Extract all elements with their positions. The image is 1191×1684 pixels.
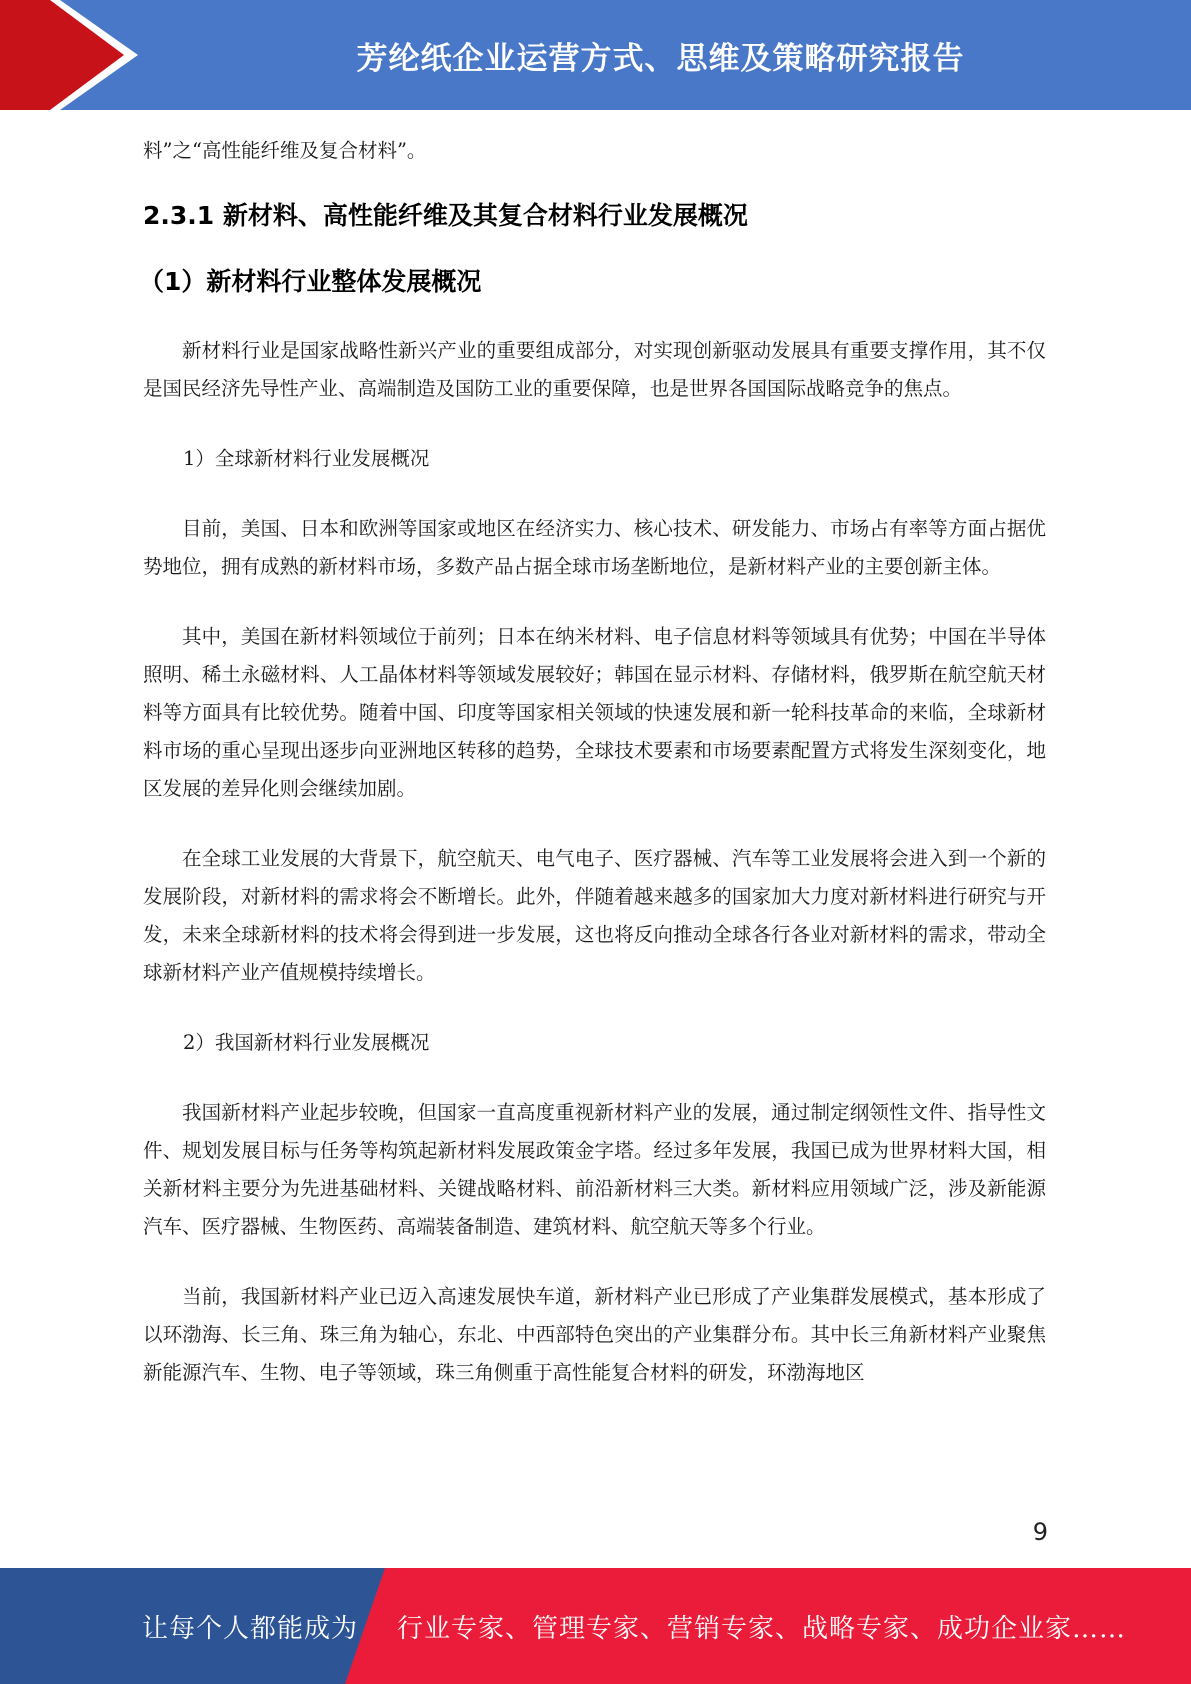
global-paragraph-1: 目前，美国、日本和欧洲等国家或地区在经济实力、核心技术、研发能力、市场占有率等方面占据优势地位，拥有成熟的新材料市场，多数产品占据全球市场垄断地位，是新材料产业的主要创新主体。 bbox=[143, 517, 1046, 578]
global-paragraph-3: 在全球工业发展的大背景下，航空航天、电气电子、医疗器械、汽车等工业发展将会进入到一个新的发展阶段，对新材料的需求将会不断增长。此外，伴随着越来越多的国家加大力度对新材料进行研究与开发，未来全球新材料的技术将会得到进一步发展，这也将反向推动全球各行各业对新材料的需求，带动全球新材料产业产值规模持续增长。 bbox=[143, 847, 1046, 984]
page-header bbox=[0, 0, 1191, 110]
global-paragraph-2: 其中，美国在新材料领域位于前列；日本在纳米材料、电子信息材料等领域具有优势；中国在半导体照明、稀土永磁材料、人工晶体材料等领域发展较好；韩国在显示材料、存储材料，俄罗斯在航空航天材料等方面具有比较优势。随着中国、印度等国家相关领域的快速发展和新一轮科技革命的来临，全球新材料市场的重心呈现出逐步向亚洲地区转移的趋势，全球技术要素和市场要素配置方式将发生深刻变化，地区发展的差异化则会继续加剧。 bbox=[143, 625, 1046, 800]
section-heading: 2.3.1 新材料、高性能纤维及其复合材料行业发展概况 bbox=[143, 201, 748, 230]
page-content bbox=[139, 130, 1046, 1392]
page-footer bbox=[0, 1568, 1191, 1684]
global-heading: 1）全球新材料行业发展概况 bbox=[183, 447, 430, 470]
china-paragraph-1: 我国新材料产业起步较晚，但国家一直高度重视新材料产业的发展，通过制定纲领性文件、指导性文件、规划发展目标与任务等构筑起新材料发展政策金字塔。经过多年发展，我国已成为世界材料大国，相关新材料主要分为先进基础材料、关键战略材料、前沿新材料三大类。新材料应用领域广泛，涉及新能源汽车、医疗器械、生物医药、高端装备制造、建筑材料、航空航天等多个行业。 bbox=[143, 1101, 1046, 1238]
continued-line: 料”之“高性能纤维及复合材料”。 bbox=[143, 139, 427, 162]
footer-slogan-right: 行业专家、管理专家、营销专家、战略专家、成功企业家…… bbox=[397, 1613, 1127, 1644]
subsection-heading: （1）新材料行业整体发展概况 bbox=[139, 267, 482, 296]
footer-slogan-left: 让每个人都能成为 bbox=[142, 1613, 359, 1644]
china-heading: 2）我国新材料行业发展概况 bbox=[183, 1031, 430, 1054]
report-title: 芳纶纸企业运营方式、思维及策略研究报告 bbox=[356, 40, 965, 77]
intro-paragraph: 新材料行业是国家战略性新兴产业的重要组成部分，对实现创新驱动发展具有重要支撑作用，其不仅是国民经济先导性产业、高端制造及国防工业的重要保障，也是世界各国国际战略竞争的焦点。 bbox=[143, 339, 1046, 400]
page-number: 9 bbox=[1032, 1518, 1048, 1546]
china-paragraph-2: 当前，我国新材料产业已迈入高速发展快车道，新材料产业已形成了产业集群发展模式，基本形成了以环渤海、长三角、珠三角为轴心，东北、中西部特色突出的产业集群分布。其中长三角新材料产业聚焦新能源汽车、生物、电子等领域，珠三角侧重于高性能复合材料的研发，环渤海地区 bbox=[143, 1285, 1046, 1384]
